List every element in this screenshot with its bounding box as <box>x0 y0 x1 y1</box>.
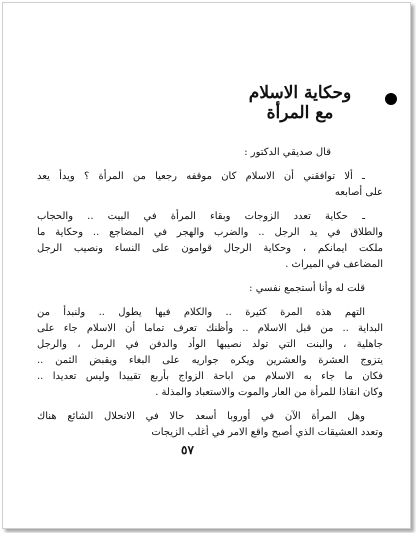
paragraph-5-line-5: فكان ما جاء به الاسلام من اباحة الزواج بأربع تقييدا وليس تعديدا .. <box>37 371 383 382</box>
page-number: ٥٧ <box>181 443 194 457</box>
paragraph-5-line-3: جاهلية ، والبنت التي تولد نصيبها الوأد والدفن في الرمل ، والرجل <box>37 339 383 350</box>
paragraph-6-line-2: وتعدد العشيقات الذي أصبح واقع الامر في أغلب الزيجات <box>151 427 383 438</box>
paragraph-2-line-1: ـ ألا توافقني أن الاسلام كان موقفه رجعيا من المرأة ؟ ويدأ يعد <box>37 171 365 182</box>
paragraph-6-line-1: وهل المرأة الآن في أوروبا أسعد حالا في الانحلال الشائع هناك <box>37 411 365 422</box>
title-bullet-icon <box>385 93 397 105</box>
paragraph-1-line-1: قال صديقي الدكتور : <box>244 147 331 158</box>
paragraph-3-line-4: المضاعف في الميراث . <box>285 259 383 270</box>
chapter-title-line-1: وحكاية الاسلام <box>248 83 352 103</box>
page-frame <box>2 2 411 529</box>
paragraph-3-line-2: والطلاق في يد الرجل .. والضرب والهجر في المضاجع .. وحكاية ما <box>37 227 383 238</box>
chapter-title-line-2: مع المرأة <box>266 103 334 123</box>
paragraph-5-line-4: يتزوج العشرة والعشرين ويكره جواريه على البغاء ويقبض الثمن .. <box>37 355 383 366</box>
paragraph-3-line-3: ملكت ايمانكم ، وحكاية الرجال قوامون على النساء ونصيب الرجل <box>37 243 383 254</box>
body-text <box>37 145 383 441</box>
paragraph-5-line-1: التهم هذه المرة كثيرة .. والكلام فيها يطول .. ولنبدأ من <box>37 307 365 318</box>
paragraph-2-line-2: على أصابعه <box>334 187 383 198</box>
paragraph-5-line-6: وكان انقاذا للمرأة من العار والموت والاستعباد والمذلة . <box>155 387 383 398</box>
paragraph-5-line-2: البداية .. من قبل الاسلام .. وأظنك تعرف تماما أن الاسلام جاء على <box>37 323 383 334</box>
paragraph-4-line-1: قلت له وأنا أستجمع نفسي : <box>249 283 365 294</box>
chapter-title <box>225 83 375 123</box>
book-page <box>37 83 383 441</box>
paragraph-3-line-1: ـ حكاية تعدد الزوجات وبقاء المرأة في البيت .. والحجاب <box>37 211 365 222</box>
